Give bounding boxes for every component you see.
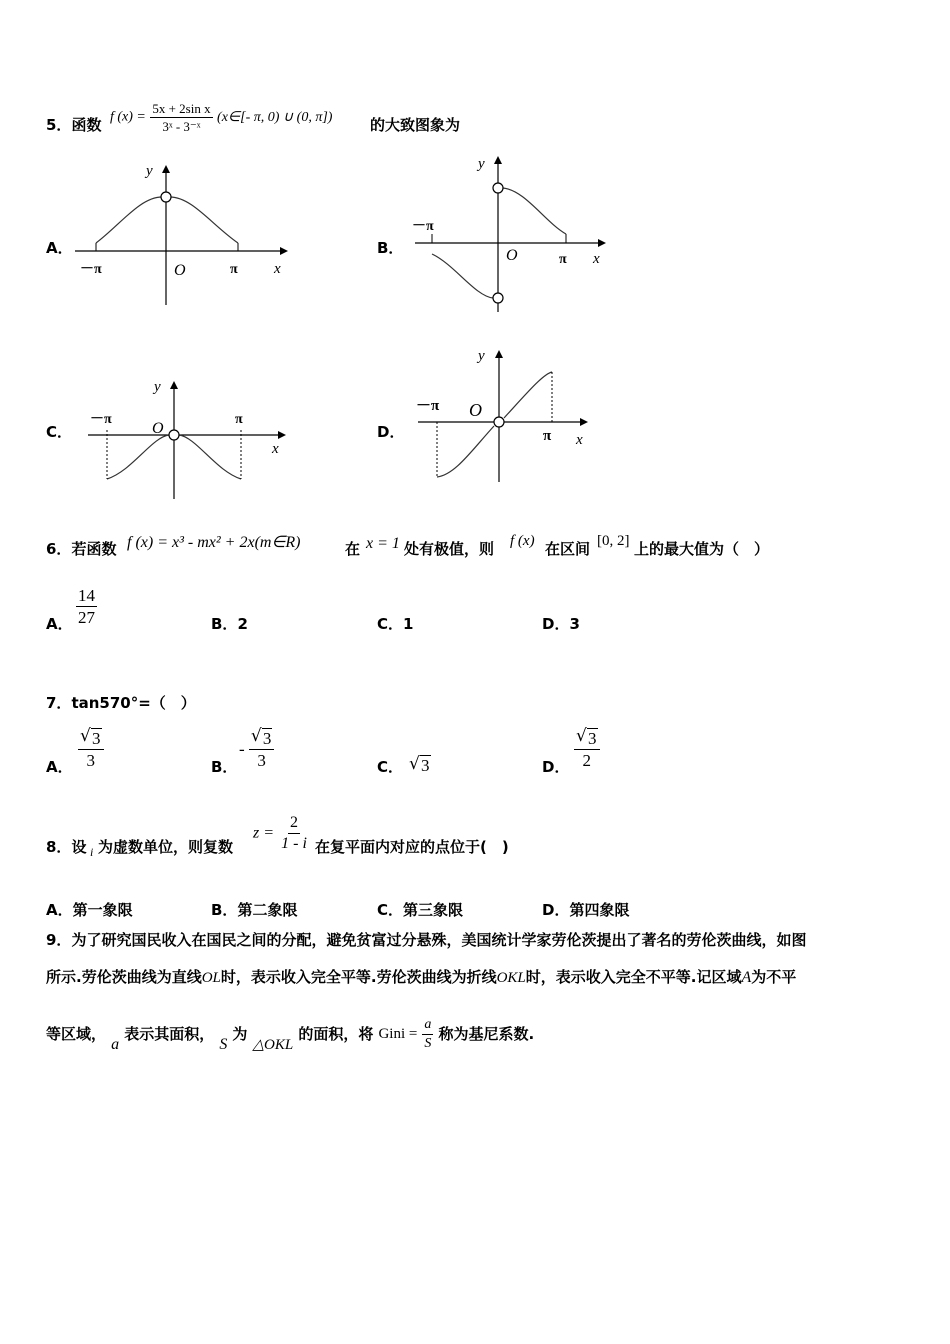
origin-label: O [469,400,482,420]
q8-option-d[interactable] [542,899,629,920]
q9-line-1 [46,933,806,948]
q8-option-c-text: 第三象限 [403,901,464,919]
q7-option-d-den: 2 [582,751,591,770]
x-axis-arrow [280,247,288,255]
q8-option-d-label: D． [542,901,570,919]
q8-denominator: 1 - i [281,835,307,852]
pi-label: π [235,412,243,427]
x-label: x [274,261,281,277]
q6-option-b-label: B． [211,615,238,633]
q9-line3-d: 的面积，将 [298,1025,374,1043]
y-label: y [146,163,153,179]
q6-x-value: x = 1 [366,535,400,552]
q9-line3-c: 为 [232,1025,248,1043]
origin-label: O [152,420,164,437]
y-axis-arrow [494,156,502,164]
sqrt-sign: √ 3 [409,754,430,775]
q7-option-a-value[interactable] [78,726,104,770]
y-axis-arrow [170,381,178,389]
q6-option-d-value: 3 [569,615,580,633]
q9-gini: Gini = [378,1026,418,1042]
curve-left [432,254,493,298]
q5-graph-b[interactable] [400,150,615,315]
q7-option-a-fraction [78,726,104,770]
curve [96,197,238,243]
x-axis-arrow [580,418,588,426]
q5-formula [110,102,332,133]
q6-option-a-fraction [76,587,97,626]
neg-pi-label: －π [416,398,440,414]
q7-option-b-den: 3 [257,751,266,770]
q5-option-c-label[interactable]: C． [46,423,73,441]
q7-option-c-rad: 3 [421,756,430,775]
q8-numerator: 2 [288,815,300,834]
q7-option-c-value[interactable] [409,756,431,776]
q6-option-d-label: D． [542,615,570,633]
q7-option-a-num: 3 [92,729,101,748]
q9-gini-num: a [422,1018,433,1035]
q6-option-a-den: 27 [78,608,95,627]
origin-label: O [174,262,186,279]
q5-graph-a[interactable] [70,155,290,310]
q9-okl: OKL [496,970,526,986]
q6-option-d[interactable] [542,613,580,634]
q6-option-b[interactable] [211,613,248,634]
sqrt-sign: √ 3 [576,726,597,748]
q6-expression: f (x) = x³ - mx² + 2x(m∈R) [127,534,301,551]
neg-pi-label: －π [80,262,102,277]
q7-option-a-den: 3 [86,751,95,770]
q5-option-b-label[interactable]: B． [377,239,404,257]
x-label: x [593,251,600,267]
q6-option-a-label[interactable]: A． [46,615,73,633]
q5-stem [46,118,101,133]
q8-fraction [279,815,309,852]
q8-formula [253,815,309,852]
x-axis-arrow [598,239,606,247]
q6-option-b-value: 2 [237,615,248,633]
q5-fx: f (x) = [110,109,146,125]
q7-option-d-num: 3 [588,729,597,748]
q6-tail: 上的最大值为（ ） [634,540,770,558]
q7-option-b-num: 3 [262,729,272,748]
q8-i: i [90,845,94,859]
q7-number: 7． [46,694,72,712]
open-point-top [493,183,503,193]
q7-text: tan570°=（ ） [71,694,196,712]
q5-option-d-label[interactable]: D． [377,423,405,441]
q8-option-b-text: 第二象限 [237,901,298,919]
q5-graph-c[interactable] [80,375,290,503]
neg-pi-label: －π [90,412,112,427]
q6-option-c[interactable] [377,613,413,634]
q7-option-d-value[interactable] [574,726,600,770]
q9-line2-b: 时，表示收入完全平等.劳伦茨曲线为折线 [220,968,497,986]
q9-a: a [111,1036,120,1053]
q7-option-b-fraction [249,726,275,770]
q9-line-2 [46,970,796,986]
q7-option-d-fraction [574,726,600,770]
q8-option-c[interactable] [377,899,463,920]
q5-tail: 的大致图象为 [370,116,461,134]
q6-option-a-num: 14 [78,586,95,605]
q9-line2-c: 时，表示收入完全不平等.记区域 [525,968,742,986]
q5-fraction [150,102,212,133]
open-point [494,417,504,427]
x-axis-arrow [278,431,286,439]
pi-label: π [559,252,567,267]
x-label: x [576,432,583,448]
q6-number: 6． [46,540,72,558]
q6-stem-lead [46,542,116,557]
sqrt-sign: √ 3 [250,726,272,748]
q5-denominator: 3ˣ - 3⁻ˣ [162,119,201,134]
q9-line3-a: 等区域， [46,1025,107,1043]
q9-line3-e: 称为基尼系数. [438,1025,535,1043]
q8-option-b[interactable] [211,899,297,920]
q8-lead: 设 [71,838,87,856]
q8-option-a-text: 第一象限 [72,901,133,919]
q9-S: S [219,1036,228,1053]
q5-lead: 函数 [71,116,102,134]
q6-fx: f (x) [510,533,535,549]
q5-number: 5． [46,116,72,134]
q9-gini-den: S [424,1036,432,1051]
q9-gini-fraction [422,1018,433,1051]
q8-option-b-label: B． [211,901,238,919]
curve-right [503,188,566,234]
q8-number: 8． [46,838,72,856]
q6-lead: 若函数 [71,540,117,558]
q5-option-a-label[interactable]: A． [46,239,73,257]
q9-line2-a: 所示.劳伦茨曲线为直线 [46,968,202,986]
q7-option-b-sign: - [239,739,245,759]
q7-stem [46,696,196,711]
q8-option-c-label: C． [377,901,404,919]
q6-option-c-label: C． [377,615,404,633]
pi-label: π [230,262,238,277]
q6-option-c-value: 1 [403,615,414,633]
y-axis-arrow [162,165,170,173]
q9-number: 9． [46,931,72,949]
q8-z: z = [253,824,275,842]
origin-label: O [506,247,518,264]
open-point [169,430,179,440]
q8-mid: 为虚数单位，则复数 [98,838,234,856]
q8-stem-lead [46,840,86,855]
q5-graph-d[interactable] [410,340,610,485]
q7-option-b-value[interactable] [239,726,274,770]
q8-option-a[interactable] [46,899,133,920]
q9-line1-text: 为了研究国民收入在国民之间的分配，避免贫富过分悬殊，美国统计学家劳伦茨提出了著名的劳伦茨曲线，如图 [71,931,807,949]
sqrt-sign: √ 3 [80,726,101,748]
q7-option-d-label[interactable]: D． [542,758,570,776]
q9-ol: OL [201,970,221,986]
open-point-bottom [493,293,503,303]
open-point [161,192,171,202]
q8-option-d-text: 第四象限 [569,901,630,919]
q5-numerator: 5x + 2sin x [152,101,211,116]
q9-A: A [741,969,752,986]
y-label: y [154,379,161,395]
q9-line3-b: 表示其面积， [124,1025,215,1043]
y-label: y [478,348,485,364]
pi-label: π [543,428,552,444]
q5-domain: (x∈[- π, 0) ∪ (0, π]) [217,110,333,125]
q6-option-a-value[interactable] [76,587,97,626]
q6-interval-lead: 在区间 [545,540,591,558]
q6-interval: [0, 2] [597,533,630,549]
q7-option-b-label[interactable]: B． [211,758,238,776]
q8-tail: 在复平面内对应的点位于( ) [315,838,509,856]
q9-line2-d: 为不平 [751,968,797,986]
x-label: x [272,441,279,457]
q6-mid: 处有极值，则 [404,540,495,558]
q9-line-3 [46,1018,534,1054]
y-axis-arrow [495,350,503,358]
neg-pi-label: －π [412,219,434,234]
q9-triangle: △OKL [252,1037,294,1053]
q6-at: 在 [345,540,361,558]
y-label: y [478,156,485,172]
q7-option-c-label[interactable]: C． [377,758,404,776]
q7-option-a-label[interactable]: A． [46,758,73,776]
q8-option-a-label: A． [46,901,73,919]
